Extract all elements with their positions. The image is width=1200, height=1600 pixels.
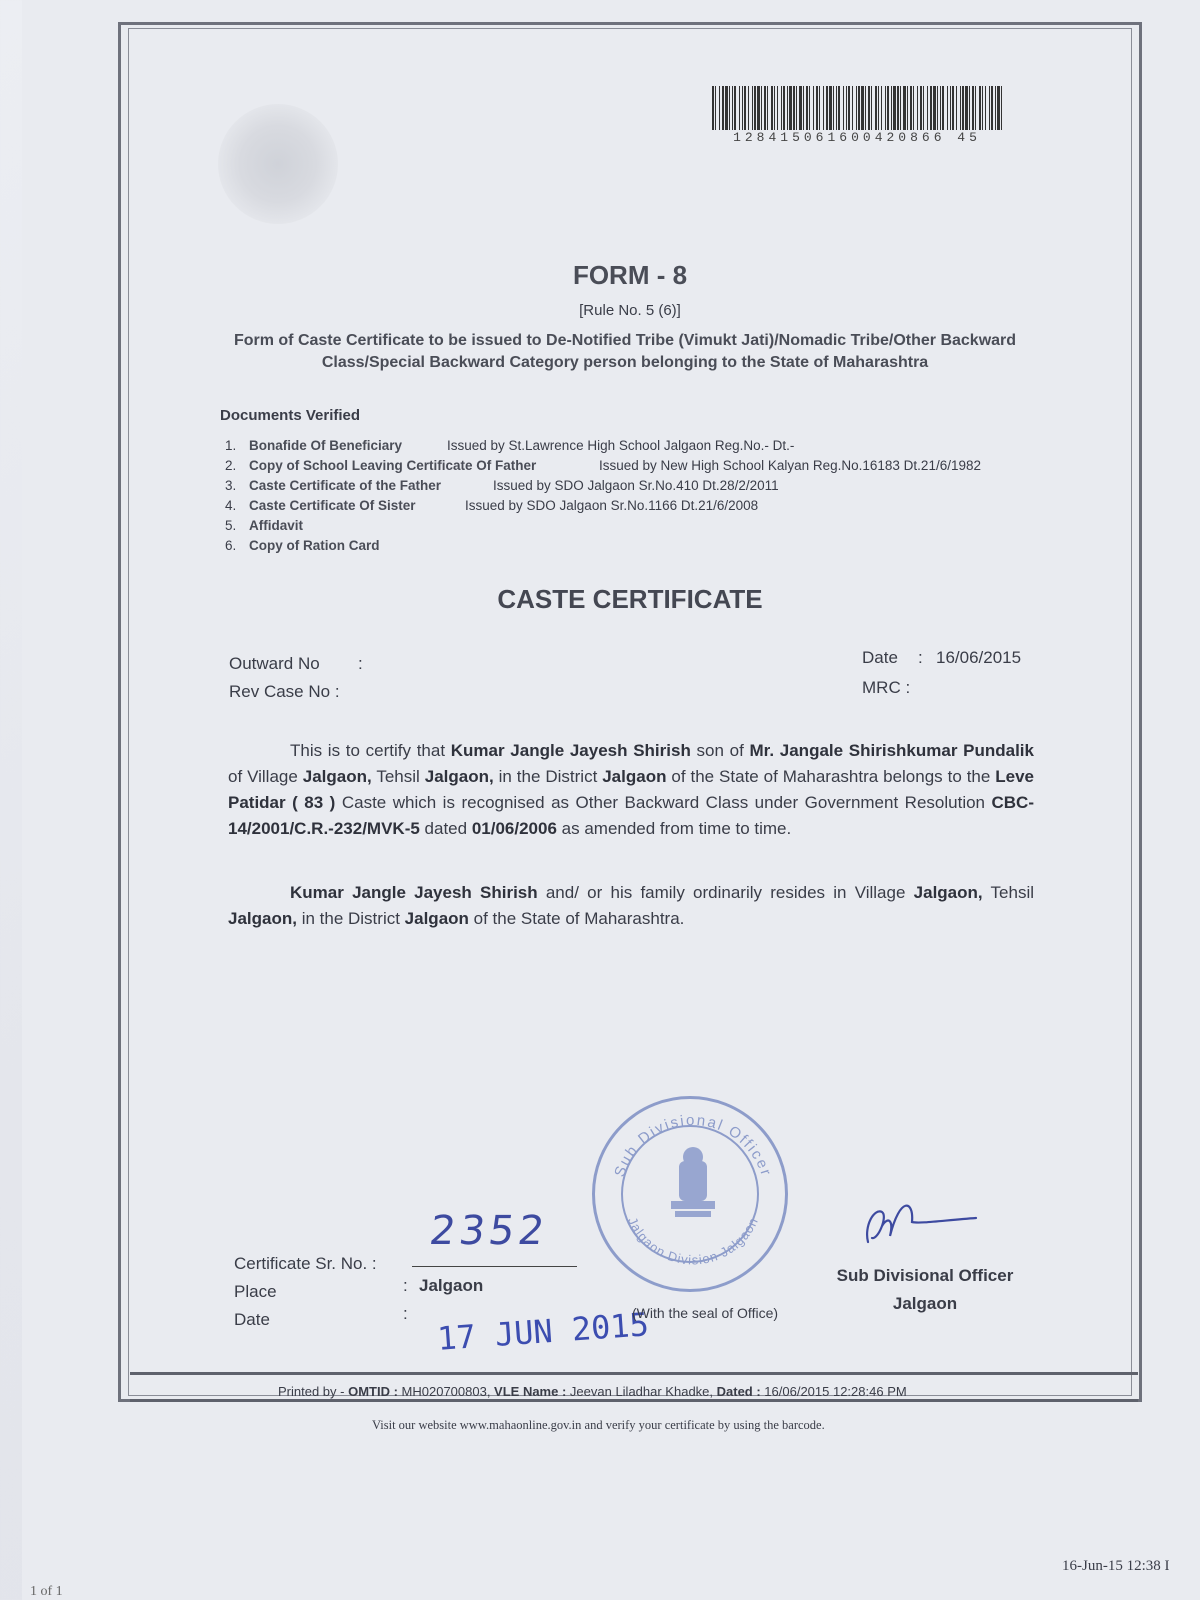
barcode-bar (893, 86, 896, 130)
document-number: 6. (225, 538, 237, 553)
certificate-title: CASTE CERTIFICATE (497, 584, 763, 614)
barcode-bar (787, 86, 788, 130)
barcode-bar (917, 86, 918, 130)
barcode-bar (739, 86, 740, 130)
text: dated (419, 819, 472, 838)
document-item (225, 518, 303, 538)
barcode-bar (729, 86, 730, 130)
barcode-bar (838, 86, 840, 130)
document-name: Copy of Ration Card (249, 538, 380, 553)
rule-number: [Rule No. 5 (6)] (579, 302, 681, 319)
date-separator: : (918, 648, 923, 667)
barcode-bar (907, 86, 908, 130)
text: in the District (296, 909, 405, 928)
barcode-bar (969, 86, 970, 130)
barcode-bar (887, 86, 889, 130)
office-seal (592, 1096, 788, 1292)
barcode-bar (752, 86, 753, 130)
seal-bottom-text: Jalgaon Division Jalgaon (624, 1214, 762, 1268)
barcode-bar (852, 86, 853, 130)
caste: Leve Patidar ( 83 ) (228, 767, 1035, 812)
barcode-bar (742, 86, 743, 130)
barcode-bar (897, 86, 899, 130)
barcode-bar (982, 86, 983, 130)
text: of Village (228, 767, 303, 786)
barcode-bar (848, 86, 850, 130)
barcode-bar (952, 86, 954, 130)
documents-heading: Documents Verified (220, 407, 361, 424)
barcode-bar (875, 86, 877, 130)
page-count: 1 of 1 (30, 1584, 63, 1599)
barcode-bar (813, 86, 814, 130)
tehsil: Jalgaon, (424, 767, 494, 786)
issue-date-separator: : (403, 1304, 408, 1323)
barcode-bar (903, 86, 906, 130)
form-title: FORM - 8 (572, 260, 688, 290)
document-item (225, 538, 380, 558)
barcode-bar (885, 86, 886, 130)
seal-note: (With the seal of Office) (632, 1305, 779, 1321)
mrc-label: MRC : (862, 678, 911, 697)
village: Jalgaon, (302, 767, 372, 786)
barcode-bar (991, 86, 993, 130)
barcode-bar (734, 86, 736, 130)
document-number: 2. (225, 458, 237, 473)
barcode-bar (956, 86, 957, 130)
barcode-bar (796, 86, 797, 130)
barcode-bar (826, 86, 828, 130)
printed-by-line (278, 1384, 907, 1399)
document-item (225, 458, 981, 478)
barcode-bar (793, 86, 795, 130)
outward-no-label: Outward No (229, 654, 320, 673)
barcode-bar (923, 86, 924, 130)
barcode-bar (913, 86, 914, 130)
text: Tehsil (990, 883, 1035, 902)
resolution: CBC-14/2001/C.R.-232/MVK-5 (228, 793, 1034, 838)
officer-block (820, 1262, 1030, 1318)
barcode-bar (910, 86, 912, 130)
barcode-bar (846, 86, 847, 130)
applicant-name: Kumar Jangle Jayesh Shirish (450, 741, 691, 760)
barcode-bar (920, 86, 922, 130)
seal-inner-ring (621, 1125, 759, 1263)
barcode-bar (960, 86, 961, 130)
officer-place: Jalgaon (892, 1294, 958, 1313)
seal-top-text: Sub Divisional Officer (611, 1111, 775, 1180)
document-issuer: Issued by New High School Kalyan Reg.No.16183 Dt.21/6/1982 (599, 458, 981, 473)
barcode-bar (930, 86, 932, 130)
barcode-bar (1001, 86, 1002, 130)
certificate-sr-label: Certificate Sr. No. : (234, 1254, 377, 1273)
date-label: Date (862, 648, 898, 667)
barcode-bar (777, 86, 778, 130)
resolution-date: 01/06/2006 (471, 819, 557, 838)
barcode-bar (942, 86, 944, 130)
barcode-bar (744, 86, 746, 130)
issue-date-label: Date (234, 1310, 270, 1329)
barcode-bar (799, 86, 802, 130)
barcode-bar (748, 86, 749, 130)
barcode-bar (754, 86, 756, 130)
vle-label: VLE Name : (494, 1384, 567, 1399)
place-separator: : (403, 1276, 408, 1295)
text: and/ or his family ordinarily resides in Village (537, 883, 914, 902)
sr-underline (412, 1266, 577, 1267)
date-value: 16/06/2015 (936, 648, 1022, 667)
barcode-bar (940, 86, 941, 130)
applicant-name: Kumar Jangle Jayesh Shirish (290, 883, 538, 902)
document-issuer: Issued by SDO Jalgaon Sr.No.410 Dt.28/2/2011 (493, 478, 779, 493)
document-item (225, 498, 759, 518)
barcode-bar (761, 86, 762, 130)
text: Tehsil (371, 767, 425, 786)
barcode-bar (950, 86, 951, 130)
father-name: Mr. Jangale Shirishkumar (749, 741, 958, 760)
rev-case-no-label: Rev Case No : (229, 682, 340, 701)
barcode-bar (861, 86, 864, 130)
barcode-bar (764, 86, 766, 130)
barcode-bar (878, 86, 879, 130)
document-item (225, 478, 779, 498)
document-name: Copy of School Leaving Certificate Of Father (249, 458, 537, 473)
verify-note: Visit our website www.mahaonline.gov.in and verify your certificate by using the barcode. (372, 1418, 825, 1432)
barcode-bar (997, 86, 1000, 130)
text: This is to certify that (290, 741, 451, 760)
barcode-bar (972, 86, 974, 130)
document-number: 5. (225, 518, 237, 533)
text: son of (690, 741, 750, 760)
district: Jalgaon (404, 909, 469, 928)
barcode-bar (937, 86, 938, 130)
document-name: Affidavit (249, 518, 303, 533)
barcode-bar (781, 86, 782, 130)
barcode-bar (833, 86, 834, 130)
text: of the State of Maharashtra. (468, 909, 685, 928)
text: in the District (493, 767, 603, 786)
emblem-watermark (218, 104, 338, 224)
omtid-value: MH020700803, (397, 1384, 495, 1399)
dated-label: Dated : (716, 1384, 761, 1399)
form-description: Form of Caste Certificate to be issued to De-Notified Tribe (Vimukt Jati)/Nomadic Tribe/Other Backward Class/Special Backward Category person belonging to the State of Maharashtra (233, 332, 1017, 371)
barcode-bar (989, 86, 990, 130)
barcode-bar (819, 86, 820, 130)
barcode-bar (806, 86, 808, 130)
officer-signature (860, 1186, 980, 1256)
vle-value: Jeevan Liladhar Khadke, (566, 1384, 717, 1399)
barcode-bar (985, 86, 986, 130)
document-name: Caste Certificate of the Father (249, 478, 442, 493)
document-item (225, 438, 795, 458)
barcode-bar (823, 86, 824, 130)
barcode-bar (722, 86, 724, 130)
outward-no-separator: : (358, 654, 363, 673)
barcode-bar (965, 86, 968, 130)
tehsil: Jalgaon, (228, 909, 297, 928)
text: Caste which is recognised as Other Backward Class under Government Resolution (335, 793, 992, 812)
barcode-bar (858, 86, 860, 130)
barcode-bar (771, 86, 773, 130)
document-name: Caste Certificate Of Sister (249, 498, 416, 513)
barcode-bar (783, 86, 785, 130)
barcode-bar (774, 86, 775, 130)
barcode-bar (836, 86, 837, 130)
barcode-bar (933, 86, 936, 130)
text: of the State of Maharashtra belongs to the (666, 767, 996, 786)
barcode-bar (829, 86, 832, 130)
barcode-bar (891, 86, 892, 130)
barcode-bar (803, 86, 804, 130)
omtid-label: OMTID : (348, 1384, 398, 1399)
barcode-bar (712, 86, 714, 130)
barcode-bar (715, 86, 716, 130)
barcode (712, 86, 1002, 130)
village: Jalgaon, (913, 883, 983, 902)
barcode-bar (809, 86, 810, 130)
barcode-bar (900, 86, 901, 130)
father-name-cont: Pundalik (963, 741, 1034, 760)
barcode-bar (789, 86, 792, 130)
barcode-bar (816, 86, 818, 130)
document-number: 1. (225, 438, 237, 453)
barcode-number: 128415061600420866 45 (733, 130, 981, 145)
barcode-bar (865, 86, 866, 130)
barcode-bar (995, 86, 996, 130)
barcode-bar (719, 86, 720, 130)
barcode-bar (871, 86, 872, 130)
place-value: Jalgaon (419, 1276, 484, 1295)
scan-timestamp: 16-Jun-15 12:38 I (1062, 1558, 1170, 1574)
certification-paragraph (228, 738, 1034, 842)
date-stamp: 17 JUN 2015 (436, 1305, 651, 1358)
officer-title: Sub Divisional Officer (836, 1266, 1014, 1285)
barcode-bar (843, 86, 844, 130)
barcode-bar (732, 86, 733, 130)
residence-paragraph (228, 880, 1034, 932)
district: Jalgaon (602, 767, 667, 786)
document-name: Bonafide Of Beneficiary (249, 438, 403, 453)
barcode-bar (868, 86, 870, 130)
barcode-bar (757, 86, 760, 130)
place-label: Place (234, 1282, 277, 1301)
barcode-bar (767, 86, 768, 130)
document-issuer: Issued by SDO Jalgaon Sr.No.1166 Dt.21/6/2008 (465, 498, 759, 513)
barcode-bar (979, 86, 981, 130)
barcode-bar (947, 86, 948, 130)
barcode-bar (927, 86, 928, 130)
barcode-bar (725, 86, 728, 130)
barcode-bar (881, 86, 882, 130)
text: as amended from time to time. (556, 819, 792, 838)
text: Printed by - (278, 1384, 349, 1399)
document-number: 4. (225, 498, 237, 513)
certificate-sr-number: 2352 (426, 1208, 552, 1254)
barcode-bar (962, 86, 964, 130)
barcode-bar (975, 86, 976, 130)
document-number: 3. (225, 478, 237, 493)
dated-value: 16/06/2015 12:28:46 PM (760, 1384, 907, 1399)
document-issuer: Issued by St.Lawrence High School Jalgaon Reg.No.- Dt.- (447, 438, 795, 453)
barcode-bar (856, 86, 857, 130)
